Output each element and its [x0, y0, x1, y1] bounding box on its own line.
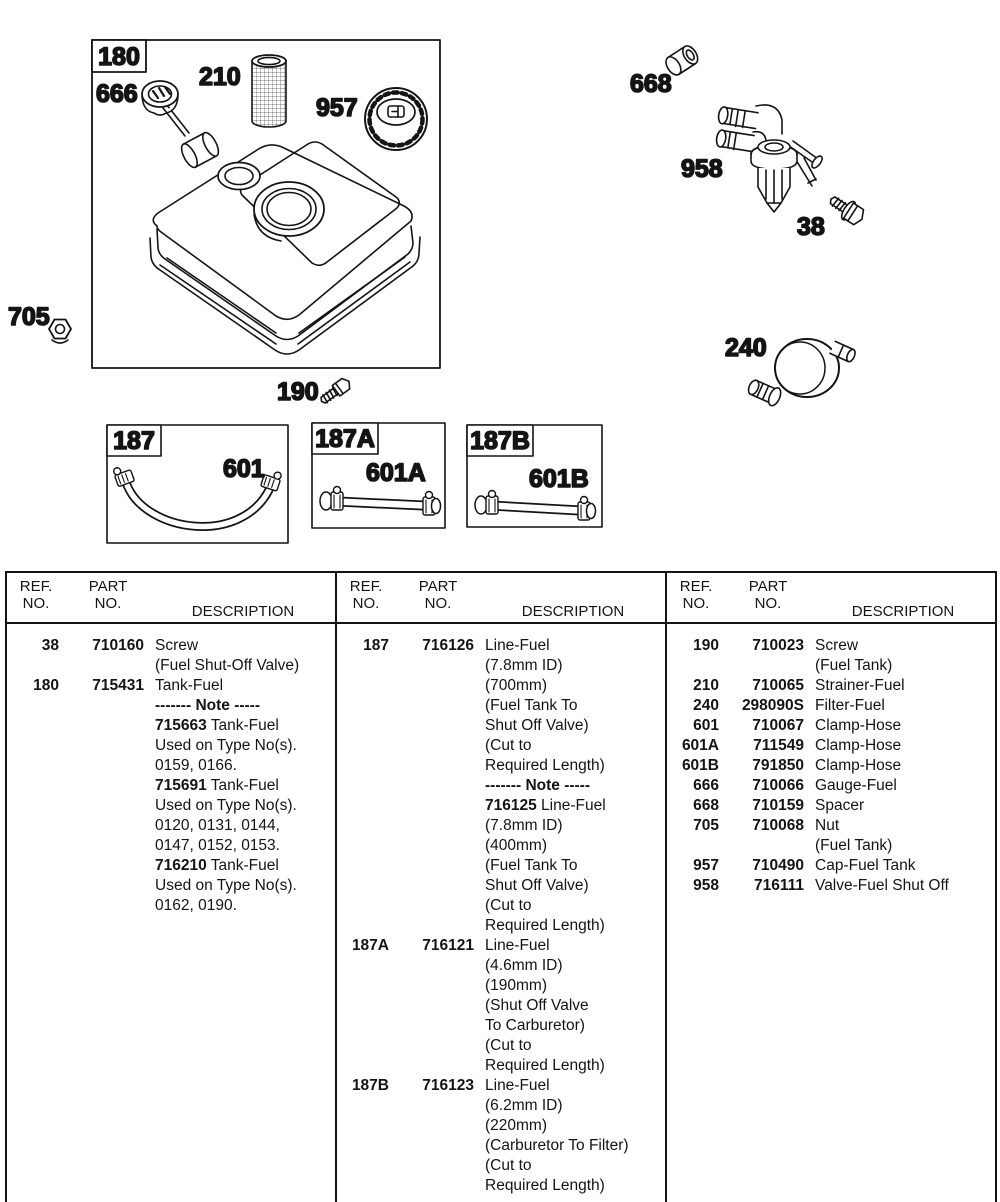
table-row [667, 656, 995, 676]
part-label-38: 38 [797, 213, 825, 241]
table-row [337, 796, 665, 816]
ref-no-cell [337, 996, 395, 1016]
description-cell: Screw [815, 637, 859, 654]
description-cell: (Fuel Tank) [815, 657, 893, 674]
part-no-cell [395, 876, 481, 896]
description-cell: Gauge-Fuel [815, 777, 897, 794]
table-header [7, 573, 335, 624]
description-cell: 716210 Tank-Fuel [155, 857, 279, 874]
ref-no-cell: 187 [363, 637, 389, 654]
part-no-header: PART NO. [748, 578, 788, 612]
ref-no-cell: 957 [693, 857, 719, 874]
description-cell: 0162, 0190. [155, 897, 237, 914]
description-cell: (Cut to [485, 897, 532, 914]
ref-no-cell [337, 756, 395, 776]
table-row [337, 636, 665, 656]
part-no-cell [65, 736, 151, 756]
part-no-cell [395, 796, 481, 816]
table-row [337, 1056, 665, 1076]
part-no-header: PART NO. [418, 578, 458, 612]
part-label-240: 240 [725, 334, 767, 362]
part-no-cell [395, 696, 481, 716]
description-cell: (Fuel Tank To [485, 697, 578, 714]
table-row [7, 836, 335, 856]
part-no-cell: 716121 [422, 937, 474, 954]
ref-no-cell [337, 1096, 395, 1116]
ref-no-cell [337, 1136, 395, 1156]
table-row [337, 1036, 665, 1056]
table-row [667, 796, 995, 816]
spacer-drawing [630, 43, 701, 98]
ref-no-cell: 601B [681, 757, 719, 774]
part-no-cell [395, 836, 481, 856]
ref-no-cell [337, 736, 395, 756]
ref-no-cell [337, 696, 395, 716]
description-cell: 715663 Tank-Fuel [155, 717, 279, 734]
part-no-header: PART NO. [88, 578, 128, 612]
description-cell: Tank-Fuel [155, 677, 224, 694]
part-no-cell [395, 996, 481, 1016]
description-cell: Shut Off Valve) [485, 717, 589, 734]
table-row [7, 656, 335, 676]
ref-no-cell [337, 676, 395, 696]
part-no-cell: 710490 [752, 857, 804, 874]
part-no-cell: 711549 [753, 737, 804, 754]
description-cell: Line-Fuel [485, 637, 550, 654]
table-header [667, 573, 995, 624]
description-cell: 0120, 0131, 0144, [155, 817, 280, 834]
ref-no-cell [337, 1016, 395, 1036]
table-row [337, 736, 665, 756]
part-label-187: 187 [113, 427, 155, 455]
ref-no-header: REF. NO. [679, 578, 713, 612]
description-header: DESCRIPTION [191, 603, 295, 620]
ref-no-cell [337, 1156, 395, 1176]
part-no-cell [65, 836, 151, 856]
table-row [7, 776, 335, 796]
part-no-cell [65, 696, 151, 716]
table-row [667, 816, 995, 836]
ref-no-cell [7, 736, 65, 756]
table-row [337, 896, 665, 916]
ref-no-cell: 958 [693, 877, 719, 894]
part-no-cell [725, 836, 811, 856]
description-cell: (Fuel Tank To [485, 857, 578, 874]
table-row [337, 816, 665, 836]
ref-no-cell [337, 876, 395, 896]
table-row [337, 1076, 665, 1096]
ref-no-cell [337, 976, 395, 996]
description-cell: (220mm) [485, 1117, 548, 1134]
table-row [337, 836, 665, 856]
part-no-cell [395, 916, 481, 936]
table-row [667, 676, 995, 696]
table-row [337, 656, 665, 676]
ref-no-cell: 601A [681, 737, 719, 754]
table-row [667, 636, 995, 656]
ref-no-cell [7, 656, 65, 676]
ref-no-cell [337, 856, 395, 876]
table-row [7, 796, 335, 816]
part-no-cell: 710068 [752, 817, 804, 834]
part-no-cell [725, 656, 811, 676]
part-no-cell: 715431 [92, 677, 144, 694]
description-cell: 716125 Line-Fuel [485, 797, 606, 814]
part-no-cell: 710065 [752, 677, 804, 694]
table-row [667, 736, 995, 756]
ref-no-cell [667, 836, 725, 856]
part-no-cell [65, 756, 151, 776]
ref-no-cell: 666 [693, 777, 719, 794]
description-cell: (4.6mm ID) [485, 957, 563, 974]
ref-no-cell [337, 776, 395, 796]
part-no-cell [395, 816, 481, 836]
part-no-cell [395, 776, 481, 796]
ref-no-cell [337, 956, 395, 976]
description-cell: ------- Note ----- [485, 777, 590, 794]
ref-no-cell: 601 [693, 717, 719, 734]
part-no-cell [65, 656, 151, 676]
ref-no-cell [337, 656, 395, 676]
ref-no-cell: 240 [693, 697, 719, 714]
ref-no-cell [337, 1176, 395, 1196]
table-body [667, 624, 995, 896]
part-no-cell [395, 1156, 481, 1176]
ref-no-header: REF. NO. [19, 578, 53, 612]
parts-table-column-2 [335, 573, 667, 1202]
part-no-cell: 710067 [752, 717, 804, 734]
table-body [7, 624, 335, 916]
description-cell: (400mm) [485, 837, 548, 854]
part-no-cell [395, 1116, 481, 1136]
ref-no-cell [337, 1056, 395, 1076]
table-row [337, 1016, 665, 1036]
part-no-cell [395, 1176, 481, 1196]
part-no-cell [395, 1096, 481, 1116]
description-cell: Line-Fuel [485, 937, 550, 954]
table-row [7, 756, 335, 776]
description-cell: Required Length) [485, 1177, 605, 1194]
ref-no-cell [667, 656, 725, 676]
part-no-cell [395, 896, 481, 916]
ref-no-cell [337, 716, 395, 736]
description-cell: Used on Type No(s). [155, 797, 297, 814]
description-cell: Required Length) [485, 917, 605, 934]
table-row [7, 736, 335, 756]
ref-no-cell [7, 816, 65, 836]
part-no-cell [395, 1036, 481, 1056]
part-no-cell [395, 756, 481, 776]
part-label-180: 180 [98, 43, 140, 71]
parts-table [5, 571, 997, 1202]
ref-no-cell: 668 [693, 797, 719, 814]
table-row [7, 696, 335, 716]
part-label-668: 668 [630, 70, 672, 98]
table-row [7, 856, 335, 876]
description-cell: (Fuel Shut-Off Valve) [155, 657, 300, 674]
part-label-601B: 601B [529, 465, 589, 493]
description-cell: (Cut to [485, 737, 532, 754]
part-no-cell [395, 1016, 481, 1036]
part-no-cell: 298090S [741, 697, 804, 714]
fuel-shut-off-valve-drawing [681, 105, 824, 212]
part-no-cell: 710159 [752, 797, 804, 814]
part-no-cell [65, 876, 151, 896]
part-no-cell [65, 776, 151, 796]
part-no-cell: 710066 [752, 777, 804, 794]
table-row [7, 676, 335, 696]
ref-no-cell: 187A [351, 937, 389, 954]
description-cell: Clamp-Hose [815, 757, 902, 774]
ref-no-cell [337, 816, 395, 836]
part-label-187A: 187A [315, 425, 375, 453]
screw-38-drawing [797, 190, 868, 241]
description-cell: Filter-Fuel [815, 697, 885, 714]
part-no-cell [395, 656, 481, 676]
part-label-705: 705 [8, 303, 50, 331]
table-row [337, 716, 665, 736]
description-cell: Required Length) [485, 757, 605, 774]
description-cell: (6.2mm ID) [485, 1097, 563, 1114]
part-label-187B: 187B [470, 427, 530, 455]
description-cell: (Fuel Tank) [815, 837, 893, 854]
ref-no-cell [7, 896, 65, 916]
description-cell: Clamp-Hose [815, 717, 902, 734]
description-header: DESCRIPTION [521, 603, 625, 620]
description-cell: ------- Note ----- [155, 697, 260, 714]
part-label-958: 958 [681, 155, 723, 183]
parts-table-column-3 [667, 573, 995, 1202]
nut-drawing [8, 303, 71, 343]
table-row [667, 856, 995, 876]
table-body [337, 624, 665, 1196]
table-row [7, 816, 335, 836]
table-row [7, 876, 335, 896]
table-row [7, 716, 335, 736]
part-no-cell [395, 1136, 481, 1156]
description-cell: Valve-Fuel Shut Off [815, 877, 949, 894]
description-cell: (Carburetor To Filter) [485, 1137, 629, 1154]
part-no-cell: 791850 [752, 757, 804, 774]
description-cell: Used on Type No(s). [155, 877, 297, 894]
part-no-cell: 716111 [753, 877, 804, 894]
description-cell: Used on Type No(s). [155, 737, 297, 754]
table-row [337, 1096, 665, 1116]
ref-no-cell [7, 856, 65, 876]
part-label-666: 666 [96, 80, 138, 108]
part-no-cell [395, 1056, 481, 1076]
part-no-cell [65, 716, 151, 736]
fuel-filter-drawing [725, 334, 857, 407]
description-cell: Required Length) [485, 1057, 605, 1074]
description-cell: Cap-Fuel Tank [815, 857, 916, 874]
part-no-cell: 710023 [752, 637, 804, 654]
description-cell: (7.8mm ID) [485, 657, 563, 674]
description-cell: Clamp-Hose [815, 737, 902, 754]
table-row [337, 856, 665, 876]
ref-no-header: REF. NO. [349, 578, 383, 612]
table-row [337, 756, 665, 776]
part-no-cell: 716126 [422, 637, 474, 654]
description-cell: (Cut to [485, 1157, 532, 1174]
part-no-cell [395, 956, 481, 976]
ref-no-cell [337, 916, 395, 936]
table-row [337, 1176, 665, 1196]
part-no-cell [65, 816, 151, 836]
table-row [7, 636, 335, 656]
description-cell: 0147, 0152, 0153. [155, 837, 280, 854]
ref-no-cell: 210 [693, 677, 719, 694]
part-label-957: 957 [316, 94, 358, 122]
ref-no-cell [7, 716, 65, 736]
description-cell: 0159, 0166. [155, 757, 237, 774]
description-header: DESCRIPTION [851, 603, 955, 620]
part-label-210: 210 [199, 63, 241, 91]
table-header [337, 573, 665, 624]
part-no-cell [395, 676, 481, 696]
description-cell: (190mm) [485, 977, 548, 994]
ref-no-cell: 38 [41, 637, 59, 654]
description-cell: Shut Off Valve) [485, 877, 589, 894]
ref-no-cell [7, 836, 65, 856]
ref-no-cell [337, 1036, 395, 1056]
table-row [337, 976, 665, 996]
ref-no-cell [337, 1116, 395, 1136]
table-row [337, 1116, 665, 1136]
table-row [667, 696, 995, 716]
ref-no-cell: 705 [693, 817, 719, 834]
table-row [667, 716, 995, 736]
description-cell: (Cut to [485, 1037, 532, 1054]
part-no-cell [65, 856, 151, 876]
ref-no-cell [337, 836, 395, 856]
ref-no-cell: 180 [33, 677, 59, 694]
description-cell: Nut [815, 817, 840, 834]
table-row [337, 876, 665, 896]
table-row [667, 776, 995, 796]
part-no-cell: 710160 [92, 637, 144, 654]
table-row [337, 1136, 665, 1156]
part-no-cell [395, 976, 481, 996]
table-row [337, 916, 665, 936]
description-cell: 715691 Tank-Fuel [155, 777, 279, 794]
table-row [7, 896, 335, 916]
table-row [667, 876, 995, 896]
description-cell: Line-Fuel [485, 1077, 550, 1094]
ref-no-cell: 187B [351, 1077, 389, 1094]
part-label-190: 190 [277, 378, 319, 406]
table-row [337, 996, 665, 1016]
part-label-601A: 601A [366, 459, 426, 487]
table-row [337, 696, 665, 716]
ref-no-cell [337, 896, 395, 916]
table-row [337, 956, 665, 976]
description-cell: (7.8mm ID) [485, 817, 563, 834]
ref-no-cell [337, 796, 395, 816]
part-no-cell [395, 736, 481, 756]
description-cell: (700mm) [485, 677, 548, 694]
description-cell: Spacer [815, 797, 865, 814]
part-no-cell [395, 716, 481, 736]
exploded-parts-diagram [0, 0, 1000, 569]
ref-no-cell [7, 756, 65, 776]
ref-no-cell [7, 876, 65, 896]
table-row [337, 936, 665, 956]
part-label-601: 601 [223, 455, 265, 483]
table-row [667, 836, 995, 856]
screw-190-drawing [277, 376, 353, 407]
part-no-cell: 716123 [422, 1077, 474, 1094]
description-cell: Strainer-Fuel [815, 677, 905, 694]
description-cell: Screw [155, 637, 199, 654]
description-cell: (Shut Off Valve [485, 997, 589, 1014]
part-no-cell [65, 796, 151, 816]
ref-no-cell: 190 [693, 637, 719, 654]
table-row [337, 776, 665, 796]
part-no-cell [65, 896, 151, 916]
description-cell: To Carburetor) [485, 1017, 585, 1034]
parts-table-column-1 [7, 573, 335, 1202]
ref-no-cell [7, 796, 65, 816]
ref-no-cell [7, 776, 65, 796]
table-row [337, 676, 665, 696]
part-no-cell [395, 856, 481, 876]
table-row [667, 756, 995, 776]
table-row [337, 1156, 665, 1176]
ref-no-cell [7, 696, 65, 716]
